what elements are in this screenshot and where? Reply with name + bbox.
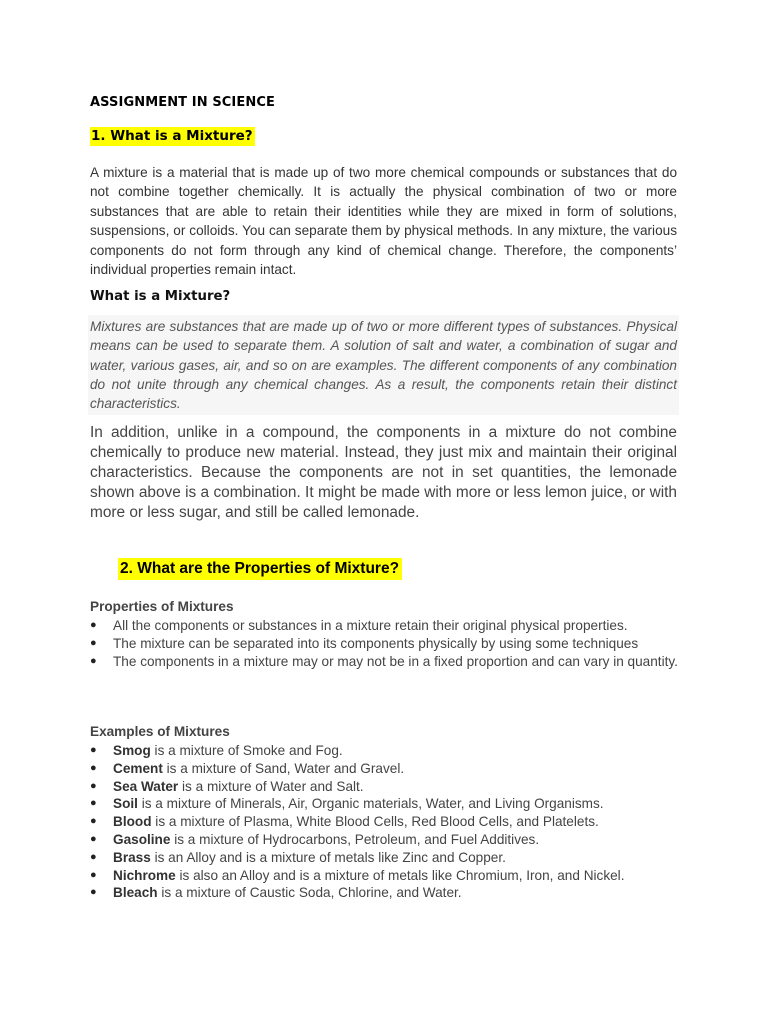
section-2-heading — [118, 560, 402, 578]
bullet-icon: ● — [90, 779, 97, 792]
list-item — [90, 831, 680, 849]
list-item — [90, 795, 680, 813]
list-item — [90, 849, 680, 867]
list-item — [90, 813, 680, 831]
bullet-icon: ● — [90, 815, 97, 828]
list-item — [90, 760, 680, 778]
property-text: The components in a mixture may or may not be in a fixed proportion and can vary in quantity. — [113, 653, 678, 669]
example-term: Cement — [113, 760, 163, 776]
bullet-icon: ● — [90, 761, 97, 774]
example-text: is a mixture of Minerals, Air, Organic materials, Water, and Living Organisms. — [137, 796, 604, 812]
example-text: is a mixture of Hydrocarbons, Petroleum, and Fuel Additives. — [170, 831, 540, 847]
bullet-icon: ● — [90, 832, 97, 845]
example-term: Gasoline — [113, 831, 171, 847]
example-text: is a mixture of Water and Salt. — [178, 778, 364, 794]
section-1-paragraph-2: In addition, unlike in a compound, the components in a mixture do not combine chemically to produce new material. Instead, they just mix and maintain their original characteristics. Because the components are not in set quantities, the lemonade shown above is a combination. It might be made with more or less lemon juice, or with more or less sugar, and still be called lemonade. — [90, 424, 677, 521]
example-text: is a mixture of Caustic Soda, Chlorine, and Water. — [157, 885, 462, 901]
list-item — [90, 778, 680, 796]
example-term: Nichrome — [113, 867, 176, 883]
example-term: Brass — [113, 849, 151, 865]
bullet-icon: ● — [90, 654, 97, 667]
list-item — [90, 617, 680, 635]
example-term: Blood — [113, 814, 152, 830]
property-text: The mixture can be separated into its components physically by using some techniques — [113, 635, 639, 651]
bullet-icon: ● — [90, 868, 97, 881]
list-item — [90, 867, 680, 885]
properties-title: Properties of Mixtures — [90, 599, 234, 614]
bullet-icon: ● — [90, 797, 97, 810]
examples-title: Examples of Mixtures — [90, 724, 230, 739]
example-text: is a mixture of Plasma, White Blood Cells, Red Blood Cells, and Platelets. — [151, 814, 599, 830]
example-term: Sea Water — [113, 778, 179, 794]
section-1-subheading: What is a Mixture? — [90, 289, 231, 304]
example-text: is also an Alloy and is a mixture of metals like Chromium, Iron, and Nickel. — [175, 867, 625, 883]
list-item — [90, 653, 680, 671]
example-text: is a mixture of Sand, Water and Gravel. — [162, 760, 405, 776]
bullet-icon: ● — [90, 886, 97, 899]
list-item — [90, 742, 680, 760]
section-2-heading-highlight: 2. What are the Properties of Mixture? — [118, 558, 402, 580]
section-1-heading-highlight: 1. What is a Mixture? — [91, 128, 253, 144]
example-term: Soil — [113, 796, 138, 812]
bullet-icon: ● — [90, 850, 97, 863]
list-item — [90, 884, 680, 902]
examples-list — [90, 742, 680, 902]
property-text: All the components or substances in a mixture retain their original physical properties. — [113, 618, 628, 633]
definition-quote-text: Mixtures are substances that are made up of two or more different types of substances. Physical means can be used to separate them. A solution of salt and water, a combination of sugar and water, various gases, air, and so on are examples. The different components of any combination do not unite through any chemical changes. As a result, the components retain their distinct characteristics. — [90, 319, 677, 412]
properties-list — [90, 617, 680, 670]
bullet-icon: ● — [90, 636, 97, 649]
document-title: ASSIGNMENT IN SCIENCE — [90, 95, 275, 110]
section-1-paragraph: A mixture is a material that is made up of two more chemical compounds or substances that do not combine together chemically. It is actually the physical combination of two or more substances that are able to retain their identities while they are mixed in form of solutions, suspensions, or colloids. You can separate them by physical methods. In any mixture, the various components do not form through any kind of chemical change. Therefore, the components’ individual properties remain intact. — [90, 165, 677, 278]
example-term: Smog — [113, 743, 151, 758]
definition-quote-block — [88, 315, 679, 415]
example-term: Bleach — [113, 885, 158, 901]
example-text: is an Alloy and is a mixture of metals like Zinc and Copper. — [150, 849, 506, 865]
bullet-icon: ● — [90, 619, 97, 631]
section-1-heading — [90, 128, 255, 144]
bullet-icon: ● — [90, 744, 97, 756]
example-text: is a mixture of Smoke and Fog. — [150, 743, 343, 758]
list-item — [90, 635, 680, 653]
